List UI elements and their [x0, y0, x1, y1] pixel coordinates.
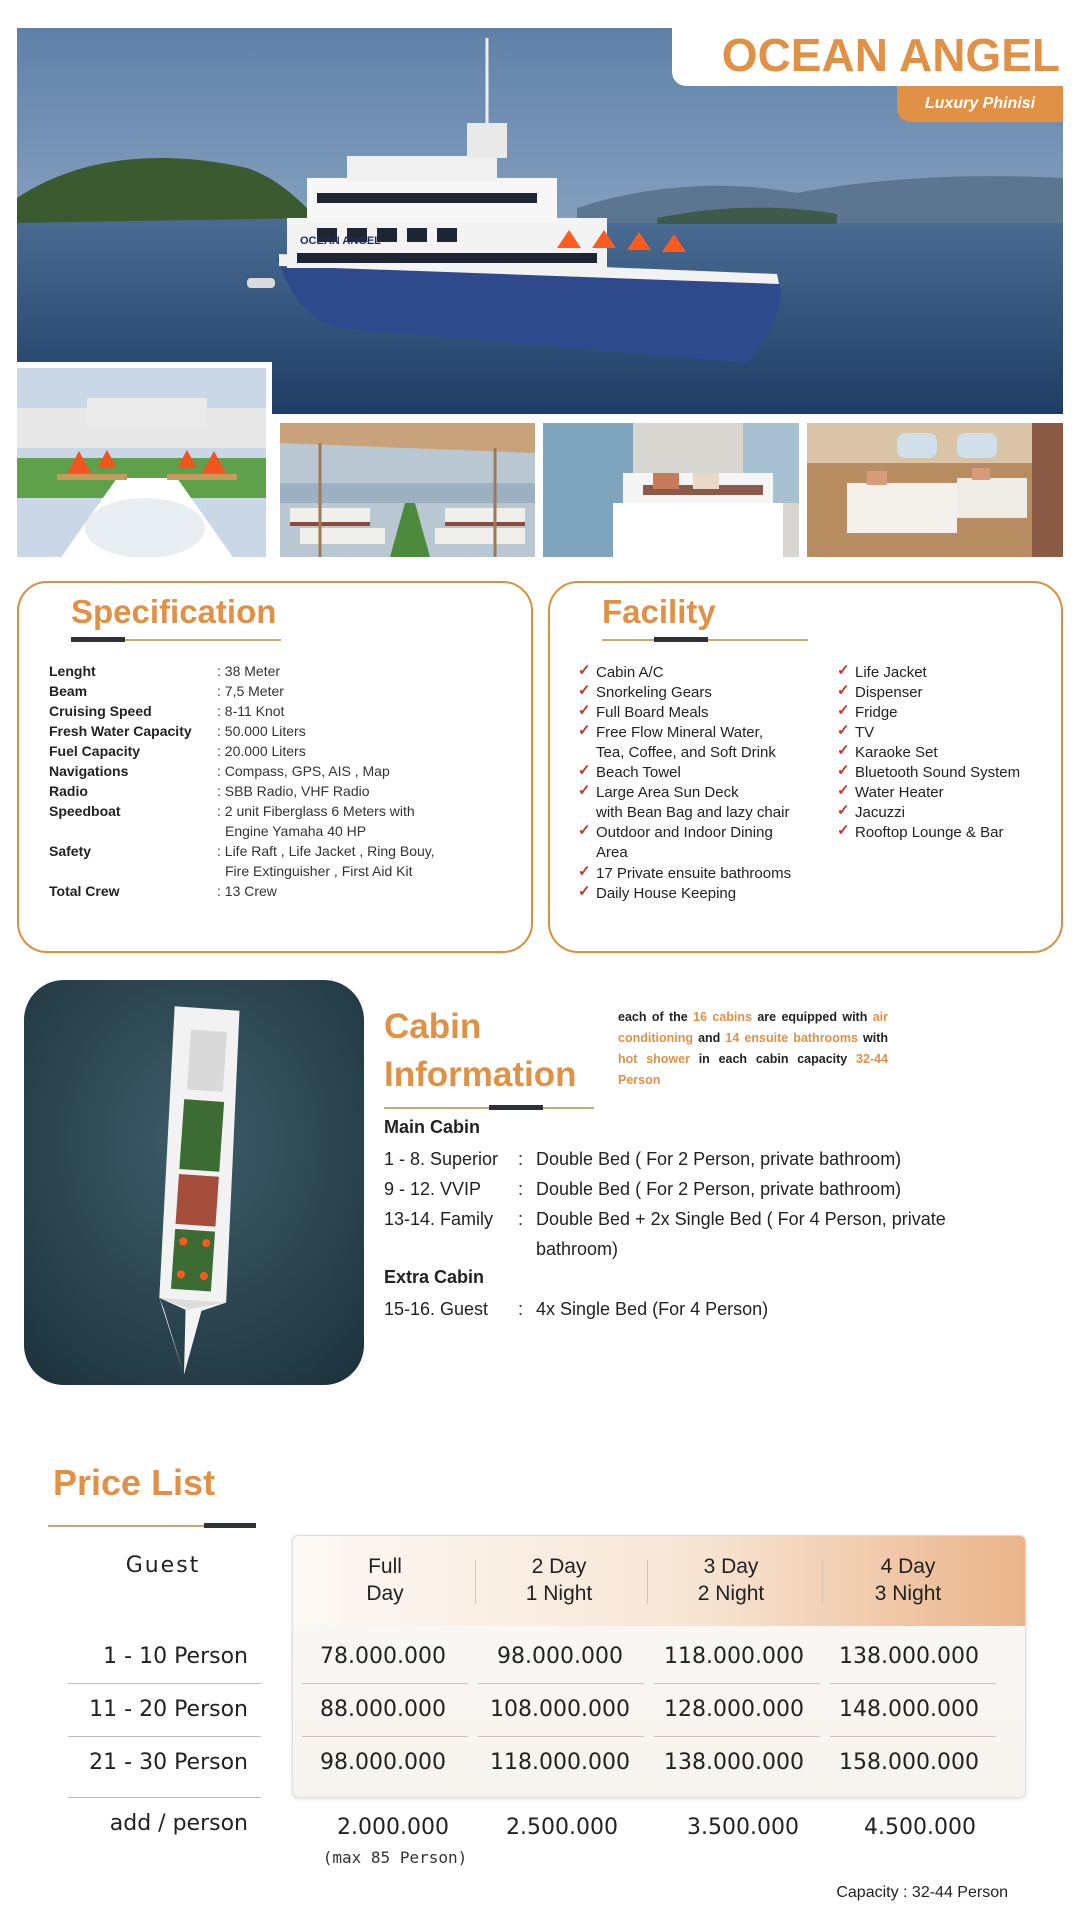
- price-cell: 98.000.000: [320, 1750, 446, 1775]
- facility-item: ✓ Full Board Meals: [578, 702, 709, 721]
- price-cell: 148.000.000: [839, 1697, 979, 1722]
- cabin-row-value: 4x Single Bed (For 4 Person): [536, 1299, 769, 1319]
- column-divider: [647, 1560, 648, 1604]
- spec-row: [49, 803, 519, 843]
- check-icon: ✓: [837, 702, 850, 719]
- guest-column-header: Guest: [125, 1553, 201, 1578]
- cell-divider: [830, 1683, 996, 1684]
- facility-item: ✓ Jacuzzi: [837, 802, 906, 821]
- aerial-boat-photo: [24, 980, 364, 1385]
- price-cell: 128.000.000: [664, 1697, 804, 1722]
- spec-value: : 38 Meter: [217, 663, 281, 679]
- spec-value-continued: Engine Yamaha 40 HP: [225, 823, 367, 839]
- subtitle-badge: Luxury Phinisi: [897, 86, 1063, 122]
- price-cell: 118.000.000: [490, 1750, 630, 1775]
- facility-item: ✓ Rooftop Lounge & Bar: [837, 822, 1004, 841]
- price-cell: 158.000.000: [839, 1750, 979, 1775]
- facility-item: ✓ Beach Towel: [578, 762, 681, 781]
- facility-item: ✓ Free Flow Mineral Water, Tea, Coffee, and Soft Drink: [578, 722, 776, 761]
- check-icon: ✓: [837, 662, 850, 679]
- price-title-underline-accent: [204, 1523, 256, 1528]
- cabin-row-value: Double Bed ( For 2 Person, private bathroom): [536, 1149, 902, 1169]
- spec-row: [49, 723, 519, 743]
- add-row-label: add / person: [109, 1811, 248, 1836]
- cabin-title-underline-accent: [489, 1105, 543, 1110]
- cabin-row-label: 9 - 12. VVIP: [384, 1179, 482, 1199]
- facility-item: ✓ Large Area Sun Deck with Bean Bag and lazy chair: [578, 782, 790, 821]
- facility-item: ✓ Life Jacket: [837, 662, 927, 681]
- twin-cabin-photo: [807, 423, 1063, 557]
- spec-value: : SBB Radio, VHF Radio: [217, 783, 370, 799]
- spec-label: Speedboat: [49, 803, 121, 819]
- cabin-row-value: Double Bed ( For 2 Person, private bathroom): [536, 1179, 902, 1199]
- row-divider: [68, 1797, 261, 1798]
- spec-row: [49, 883, 519, 903]
- check-icon: ✓: [578, 722, 591, 739]
- cabin-row-colon: :: [518, 1149, 524, 1169]
- main-cabin-heading: Main Cabin: [384, 1117, 481, 1137]
- spec-value: : Life Raft , Life Jacket , Ring Bouy,: [217, 843, 435, 859]
- extra-cabin-heading: Extra Cabin: [384, 1267, 485, 1287]
- check-icon: ✓: [578, 863, 591, 880]
- row-divider: [68, 1683, 261, 1684]
- cabin-row-label: 1 - 8. Superior: [384, 1149, 499, 1169]
- column-header-2d1n: 2 Day 1 Night: [525, 1555, 593, 1605]
- facility-item: ✓ Outdoor and Indoor Dining Area: [578, 822, 773, 861]
- spec-value: : 2 unit Fiberglass 6 Meters with: [217, 803, 415, 819]
- check-icon: ✓: [837, 762, 850, 779]
- hull-name: OCEAN ANGEL: [300, 235, 381, 247]
- spec-value: : 50.000 Liters: [217, 723, 306, 739]
- spec-row: [49, 783, 519, 803]
- spec-label: Beam: [49, 683, 88, 699]
- price-cell: 78.000.000: [320, 1644, 446, 1669]
- spec-label: Total Crew: [49, 883, 120, 899]
- spec-label: Fresh Water Capacity: [49, 723, 192, 739]
- price-cell: 88.000.000: [320, 1697, 446, 1722]
- spec-row: [49, 843, 519, 883]
- price-cell: 118.000.000: [664, 1644, 804, 1669]
- spec-label: Radio: [49, 783, 88, 799]
- check-icon: ✓: [837, 682, 850, 699]
- cabin-title-line1: Cabin: [384, 1007, 482, 1046]
- page-title: OCEAN ANGEL: [721, 29, 1060, 81]
- facility-item: ✓ Dispenser: [837, 682, 923, 701]
- row-label: 21 - 30 Person: [89, 1750, 248, 1775]
- facility-item: ✓ TV: [837, 722, 875, 741]
- add-person-cell: 4.500.000: [864, 1815, 976, 1840]
- price-cell: 98.000.000: [497, 1644, 623, 1669]
- check-icon: ✓: [578, 762, 591, 779]
- check-icon: ✓: [837, 742, 850, 759]
- check-icon: ✓: [578, 682, 591, 699]
- facility-item: ✓ Cabin A/C: [578, 662, 664, 681]
- column-header-full-day: Full Day: [366, 1555, 404, 1605]
- spec-row: [49, 703, 519, 723]
- specification-card: [17, 581, 533, 953]
- specification-title: Specification: [71, 593, 277, 630]
- cabin-row: [384, 1204, 984, 1264]
- row-label: 1 - 10 Person: [103, 1644, 248, 1669]
- cabin-row: [384, 1294, 984, 1324]
- cabin-row-value: Double Bed + 2x Single Bed ( For 4 Person, private bathroom): [536, 1209, 946, 1259]
- facility-title: Facility: [602, 593, 716, 630]
- price-cell: 138.000.000: [839, 1644, 979, 1669]
- check-icon: ✓: [837, 782, 850, 799]
- facility-item: ✓ Fridge: [837, 702, 898, 721]
- cabin-row-label: 15-16. Guest: [384, 1299, 489, 1319]
- check-icon: ✓: [837, 822, 850, 839]
- add-person-cell: 3.500.000: [687, 1815, 799, 1840]
- price-cell: 138.000.000: [664, 1750, 804, 1775]
- column-header-3d2n: 3 Day 2 Night: [697, 1555, 765, 1605]
- add-person-cell: 2.000.000: [337, 1815, 449, 1840]
- cabin-row-colon: :: [518, 1209, 524, 1229]
- spec-value: : 7,5 Meter: [217, 683, 284, 699]
- price-cell: 108.000.000: [490, 1697, 630, 1722]
- cabin-row: [384, 1144, 984, 1174]
- spec-value: : 8-11 Knot: [217, 703, 285, 719]
- spec-value: : 13 Crew: [217, 883, 277, 899]
- facility-item: ✓ Karaoke Set: [837, 742, 938, 761]
- cell-divider: [302, 1683, 468, 1684]
- cell-divider: [654, 1736, 820, 1737]
- spec-value-continued: Fire Extinguisher , First Aid Kit: [225, 863, 413, 879]
- column-header-4d3n: 4 Day 3 Night: [874, 1555, 942, 1605]
- cabin-row-colon: :: [518, 1299, 524, 1319]
- cabin-row-label: 13-14. Family: [384, 1209, 494, 1229]
- title-underline-accent: [654, 637, 708, 642]
- facility-item: ✓ 17 Private ensuite bathrooms: [578, 863, 792, 882]
- spec-value: : Compass, GPS, AIS , Map: [217, 763, 390, 779]
- check-icon: ✓: [578, 662, 591, 679]
- title-underline-accent: [71, 637, 125, 642]
- add-person-cell: 2.500.000: [506, 1815, 618, 1840]
- cabin-title-line2: Information: [384, 1055, 577, 1094]
- row-divider: [68, 1736, 261, 1737]
- cell-divider: [478, 1736, 644, 1737]
- check-icon: ✓: [578, 782, 591, 799]
- cabin-row: [384, 1174, 984, 1204]
- spec-label: Lenght: [49, 663, 96, 679]
- facility-item: ✓ Snorkeling Gears: [578, 682, 712, 701]
- spec-label: Navigations: [49, 763, 129, 779]
- check-icon: ✓: [578, 883, 591, 900]
- check-icon: ✓: [837, 802, 850, 819]
- spec-label: Safety: [49, 843, 92, 859]
- row-label: 11 - 20 Person: [89, 1697, 248, 1722]
- check-icon: ✓: [578, 822, 591, 839]
- column-divider: [822, 1560, 823, 1604]
- capacity-note: Capacity : 32-44 Person: [836, 1884, 1008, 1901]
- cell-divider: [830, 1736, 996, 1737]
- cabin-description: each of the 16 cabins are equipped with air conditioning and 14 ensuite bathrooms with hot shower in each cabin capacity 32-44 Person: [618, 1010, 888, 1087]
- spec-row: [49, 763, 519, 783]
- facility-item: ✓ Bluetooth Sound System: [837, 762, 1021, 781]
- column-divider: [475, 1560, 476, 1604]
- cabin-bed-photo: [543, 423, 799, 557]
- spec-row: [49, 683, 519, 703]
- spec-label: Fuel Capacity: [49, 743, 141, 759]
- facility-card: [548, 581, 1063, 953]
- cell-divider: [478, 1683, 644, 1684]
- spec-value: : 20.000 Liters: [217, 743, 306, 759]
- cabin-row-colon: :: [518, 1179, 524, 1199]
- dining-deck-photo: [280, 423, 535, 557]
- cell-divider: [654, 1683, 820, 1684]
- facility-item: ✓ Water Heater: [837, 782, 944, 801]
- check-icon: ✓: [837, 722, 850, 739]
- sundeck-photo: [17, 362, 272, 557]
- spec-label: Cruising Speed: [49, 703, 152, 719]
- price-list-title: Price List: [53, 1462, 216, 1503]
- max-person-note: (max 85 Person): [322, 1848, 468, 1867]
- cell-divider: [302, 1736, 468, 1737]
- cabin-title: [384, 1003, 576, 1099]
- spec-row: [49, 743, 519, 763]
- check-icon: ✓: [578, 702, 591, 719]
- facility-item: ✓ Daily House Keeping: [578, 883, 737, 902]
- spec-row: [49, 663, 519, 683]
